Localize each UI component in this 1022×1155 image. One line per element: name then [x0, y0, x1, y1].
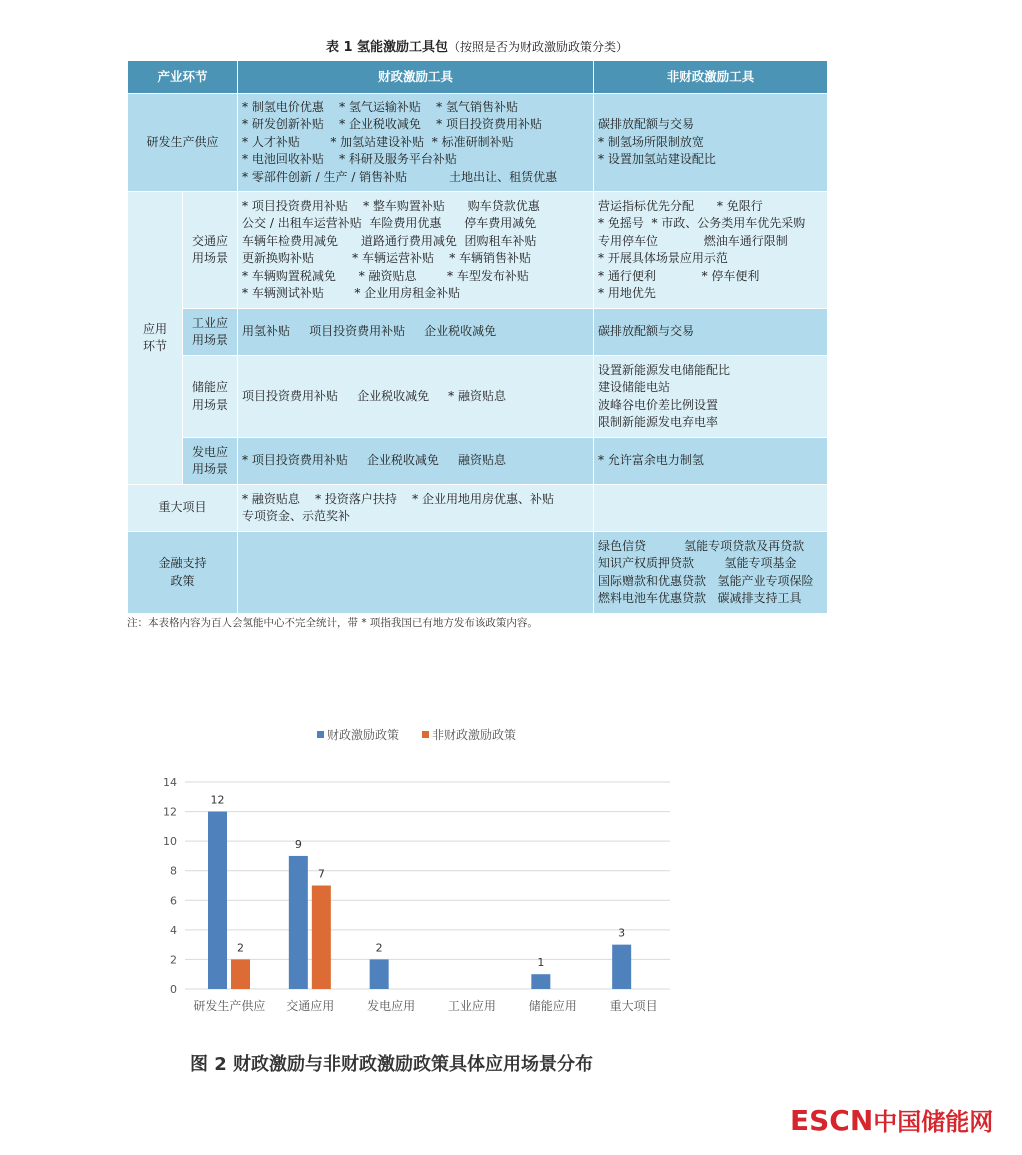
x-tick-label: 工业应用	[447, 999, 496, 1013]
bar	[231, 959, 250, 989]
row-label-finance: 金融支持 政策	[128, 532, 238, 614]
legend-swatch	[422, 731, 429, 738]
y-tick-label: 10	[163, 835, 177, 849]
logo-latin: ESCN	[790, 1104, 874, 1137]
cell-fiscal-storage: 项目投资费用补贴 企业税收减免 * 融资贴息	[238, 356, 594, 438]
y-tick-label: 6	[170, 894, 177, 908]
cell-nonfiscal-finance: 绿色信贷 氢能专项贷款及再贷款 知识产权质押贷款 氢能专项基金 国际赠款和优惠贷款 氢能产业专项保险 燃料电池车优惠贷款 碳减排支持工具	[594, 532, 828, 614]
y-tick-label: 8	[170, 864, 177, 878]
y-tick-label: 0	[170, 983, 177, 996]
table-row	[128, 356, 828, 438]
y-tick-label: 14	[163, 776, 177, 789]
header-nonfiscal: 非财政激励工具	[594, 61, 828, 94]
cell-fiscal-transport: * 项目投资费用补贴 * 整车购置补贴 购车贷款优惠 公交 / 出租车运营补贴 车险费用优惠 停车费用减免 车辆年检费用减免 道路通行费用减免 团购租车补贴 更新换购补贴 * 车辆运营补贴 * 车辆销售补贴 * 车辆购置税减免 * 融资贴息 * 车型发布补贴 * 车辆测试补贴 * 企业用房租金补贴	[238, 192, 594, 309]
row-label-storage: 储能应 用场景	[183, 356, 238, 438]
cell-fiscal-power: * 项目投资费用补贴 企业税收减免 融资贴息	[238, 438, 594, 485]
cell-fiscal-industry: 用氢补贴 项目投资费用补贴 企业税收减免	[238, 309, 594, 356]
table-note: 注：本表格内容为百人会氢能中心不完全统计，带 * 项指我国已有地方发布该政策内容。	[127, 617, 538, 629]
bar	[370, 959, 389, 989]
row-label-rd: 研发生产供应	[128, 94, 238, 192]
bar	[289, 856, 308, 989]
data-label: 7	[317, 867, 325, 881]
row-label-power: 发电应 用场景	[183, 438, 238, 485]
header-stage: 产业环节	[128, 61, 238, 94]
y-tick-label: 4	[170, 923, 177, 937]
cell-nonfiscal-rd: 碳排放配额与交易 * 制氢场所限制放宽 * 设置加氢站建设配比	[594, 94, 828, 192]
row-label-transport: 交通应 用场景	[183, 192, 238, 309]
table-row	[128, 485, 828, 532]
data-label: 9	[294, 837, 302, 851]
cell-nonfiscal-power: * 允许富余电力制氢	[594, 438, 828, 485]
legend-label: 非财政激励政策	[432, 728, 517, 742]
table-caption-sub: （按照是否为财政激励政策分类）	[448, 40, 629, 54]
bar	[312, 886, 331, 990]
x-tick-label: 发电应用	[367, 999, 416, 1013]
data-label: 3	[618, 926, 626, 940]
cell-nonfiscal-major	[594, 485, 828, 532]
table-caption-title: 表 1 氢能激励工具包	[325, 40, 449, 55]
legend-swatch	[317, 731, 324, 738]
x-tick-label: 交通应用	[286, 999, 335, 1013]
table-header-row	[128, 61, 828, 94]
cell-fiscal-major: * 融资贴息 * 投资落户扶持 * 企业用地用房优惠、补贴 专项资金、示范奖补	[238, 485, 594, 532]
cell-fiscal-finance	[238, 532, 594, 614]
data-label: 2	[375, 941, 383, 955]
logo-cn: 中国储能网	[873, 1108, 994, 1136]
cell-nonfiscal-transport: 营运指标优先分配 * 免限行 * 免摇号 * 市政、公务类用车优先采购 专用停车位 燃油车通行限制 * 开展具体场景应用示范 * 通行便利 * 停车便利 * 用地优先	[594, 192, 828, 309]
toolkit-table	[127, 60, 828, 614]
bar-chart	[155, 720, 695, 1030]
bar	[531, 974, 550, 989]
row-label-major: 重大项目	[128, 485, 238, 532]
table-row	[128, 532, 828, 614]
x-tick-label: 研发生产供应	[193, 999, 266, 1013]
bar	[612, 945, 631, 989]
x-tick-label: 重大项目	[609, 999, 658, 1013]
y-tick-label: 12	[163, 805, 177, 819]
legend-label: 财政激励政策	[327, 728, 400, 742]
row-group-application: 应用 环节	[128, 192, 183, 485]
data-label: 2	[237, 941, 244, 955]
cell-nonfiscal-industry: 碳排放配额与交易	[594, 309, 828, 356]
table-row	[128, 94, 828, 192]
escn-logo	[790, 1102, 993, 1137]
figure-caption: 图 2 财政激励与非财政激励政策具体应用场景分布	[190, 1054, 594, 1075]
table-caption	[127, 36, 827, 55]
cell-fiscal-rd: * 制氢电价优惠 * 氢气运输补贴 * 氢气销售补贴 * 研发创新补贴 * 企业税收减免 * 项目投资费用补贴 * 人才补贴 * 加氢站建设补贴 * 标准研制补贴 * 电池回收补贴 * 科研及服务平台补贴 * 零部件创新 / 生产 / 销售补贴 土地出让、租赁优惠	[238, 94, 594, 192]
y-tick-label: 2	[170, 953, 177, 967]
table-row	[128, 438, 828, 485]
x-tick-label: 储能应用	[528, 999, 577, 1013]
bar	[208, 812, 227, 989]
header-fiscal: 财政激励工具	[238, 61, 594, 94]
data-label: 12	[210, 793, 225, 807]
cell-nonfiscal-storage: 设置新能源发电储能配比 建设储能电站 波峰谷电价差比例设置 限制新能源发电弃电率	[594, 356, 828, 438]
data-label: 1	[537, 956, 545, 970]
table-row	[128, 192, 828, 309]
table-row	[128, 309, 828, 356]
row-label-industry: 工业应 用场景	[183, 309, 238, 356]
